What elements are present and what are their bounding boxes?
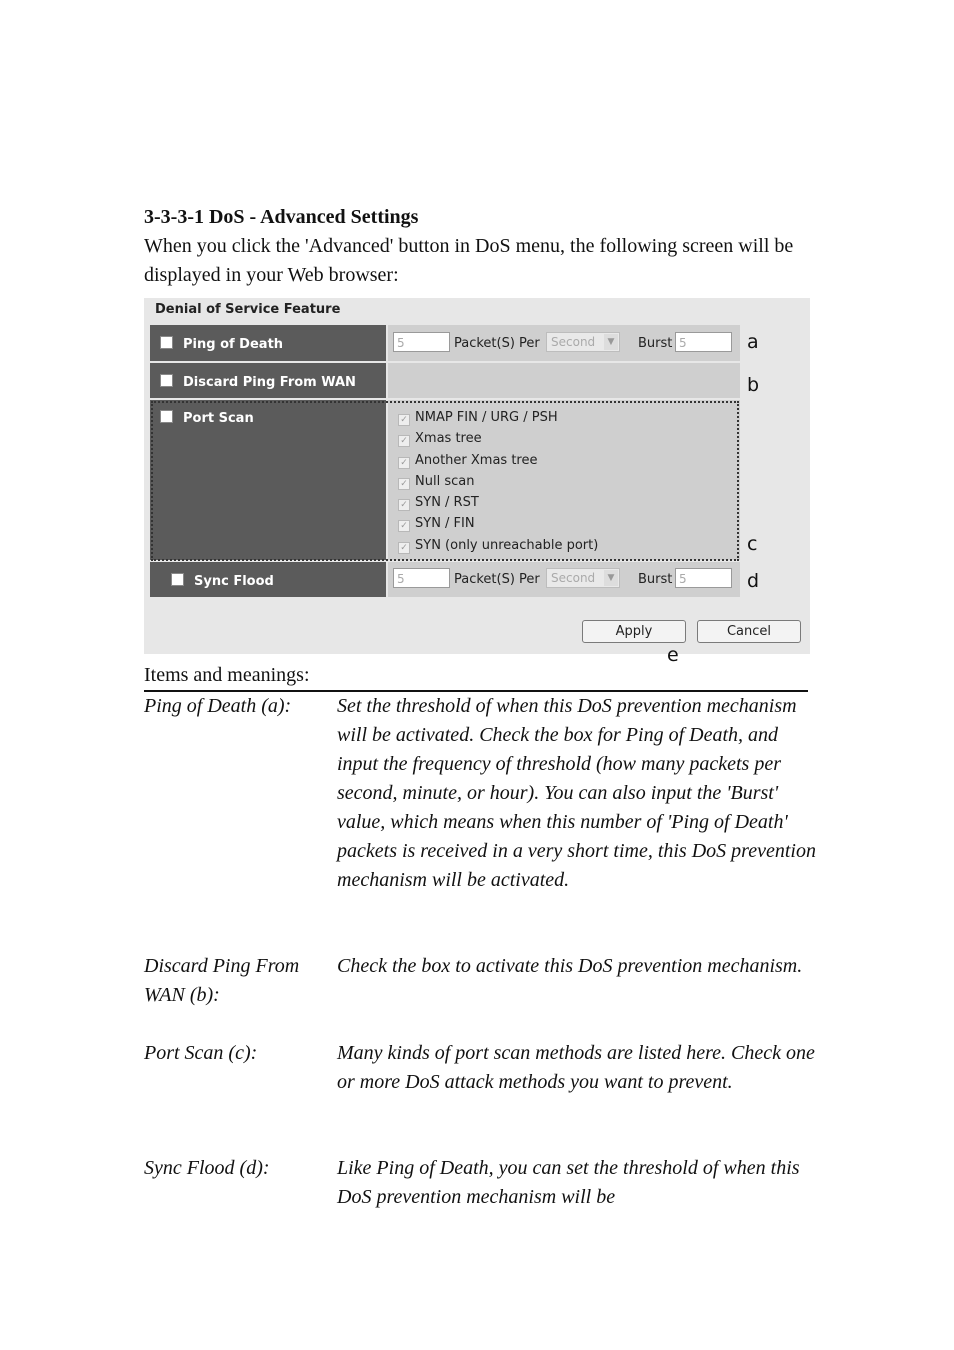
ping-of-death-unit-select[interactable]: [546, 332, 620, 352]
port-scan-checkbox[interactable]: [160, 410, 173, 423]
port-scan-list: [398, 407, 598, 556]
ping-of-death-row-label: [150, 325, 386, 361]
marker-a: a: [747, 331, 759, 353]
sync-flood-count-input[interactable]: 5: [393, 568, 450, 588]
sync-flood-burst-label: Burst: [638, 572, 673, 587]
chevron-down-icon: ▼: [604, 570, 618, 586]
cancel-button[interactable]: Cancel: [697, 620, 801, 643]
check-icon: ✓: [398, 520, 410, 532]
marker-e: e: [667, 644, 679, 666]
item-term-port-scan: Port Scan (c):: [144, 1042, 258, 1064]
sync-flood-label: Sync Flood: [194, 574, 274, 589]
list-item[interactable]: ✓ Xmas tree: [398, 428, 598, 449]
item-desc-port-scan: Many kinds of port scan methods are listed here. Check one or more DoS attack methods you want to prevent.: [337, 1042, 815, 1093]
check-icon: ✓: [398, 457, 410, 469]
discard-ping-row-label: [150, 363, 386, 398]
ping-of-death-burst-label: Burst: [638, 336, 673, 351]
list-item[interactable]: ✓ SYN (only unreachable port): [398, 535, 598, 556]
check-icon: ✓: [398, 414, 410, 426]
item-term-sync-flood: Sync Flood (d):: [144, 1157, 270, 1179]
check-icon: ✓: [398, 478, 410, 490]
port-scan-row-label: [150, 400, 386, 560]
ping-of-death-label: Ping of Death: [183, 337, 284, 352]
check-icon: ✓: [398, 542, 410, 554]
list-item[interactable]: ✓ SYN / FIN: [398, 513, 598, 534]
sync-flood-checkbox[interactable]: [171, 573, 184, 586]
discard-ping-checkbox[interactable]: [160, 374, 173, 387]
items-heading: Items and meanings:: [144, 664, 310, 686]
sync-flood-row-value: [388, 562, 740, 597]
ping-of-death-checkbox[interactable]: [160, 336, 173, 349]
port-scan-label: Port Scan: [183, 411, 254, 426]
discard-ping-row-value: [388, 363, 740, 398]
ping-of-death-row-value: [388, 325, 740, 361]
ping-of-death-burst-input[interactable]: 5: [675, 332, 732, 352]
sync-flood-per-label: Packet(S) Per: [454, 572, 540, 587]
item-desc-discard-ping: Check the box to activate this DoS prevention mechanism.: [337, 955, 803, 977]
sync-flood-unit-value: Second: [551, 571, 596, 585]
item-term-discard-ping: Discard Ping From WAN (b):: [144, 955, 300, 1006]
list-item[interactable]: ✓ SYN / RST: [398, 492, 598, 513]
apply-button[interactable]: Apply: [582, 620, 686, 643]
sync-flood-burst-input[interactable]: 5: [675, 568, 732, 588]
list-item[interactable]: ✓ NMAP FIN / URG / PSH: [398, 407, 598, 428]
sync-flood-row-label: [150, 562, 386, 597]
intro-paragraph: When you click the 'Advanced' button in DoS menu, the following screen will be displayed in your Web browser:: [144, 235, 794, 286]
item-desc-ping-of-death: Set the threshold of when this DoS prevention mechanism will be activated. Check the box for Ping of Death, and input the frequency of threshold (how many packets per second, minute, or hour). You can also input the 'Burst' value, which means when this number of 'Ping of Death' packets is received in a very short time, this DoS prevention mechanism will be activated.: [337, 695, 816, 891]
ping-of-death-unit-value: Second: [551, 335, 596, 349]
marker-b: b: [747, 374, 760, 396]
panel-title: Denial of Service Feature: [155, 302, 341, 317]
list-item[interactable]: ✓ Another Xmas tree: [398, 450, 598, 471]
item-desc-sync-flood: Like Ping of Death, you can set the threshold of when this DoS prevention mechanism will be: [337, 1157, 800, 1208]
marker-c: c: [747, 533, 758, 555]
port-scan-row-value: [388, 400, 740, 560]
discard-ping-label: Discard Ping From WAN: [183, 375, 356, 390]
ping-of-death-per-label: Packet(S) Per: [454, 336, 540, 351]
check-icon: ✓: [398, 435, 410, 447]
item-term-ping-of-death: Ping of Death (a):: [144, 695, 292, 717]
section-heading: 3-3-3-1 DoS - Advanced Settings: [144, 206, 419, 228]
check-icon: ✓: [398, 499, 410, 511]
chevron-down-icon: ▼: [604, 334, 618, 350]
ping-of-death-count-input[interactable]: 5: [393, 332, 450, 352]
dos-advanced-screenshot: [144, 298, 810, 654]
list-item[interactable]: ✓ Null scan: [398, 471, 598, 492]
marker-d: d: [747, 570, 760, 592]
sync-flood-unit-select[interactable]: [546, 568, 620, 588]
